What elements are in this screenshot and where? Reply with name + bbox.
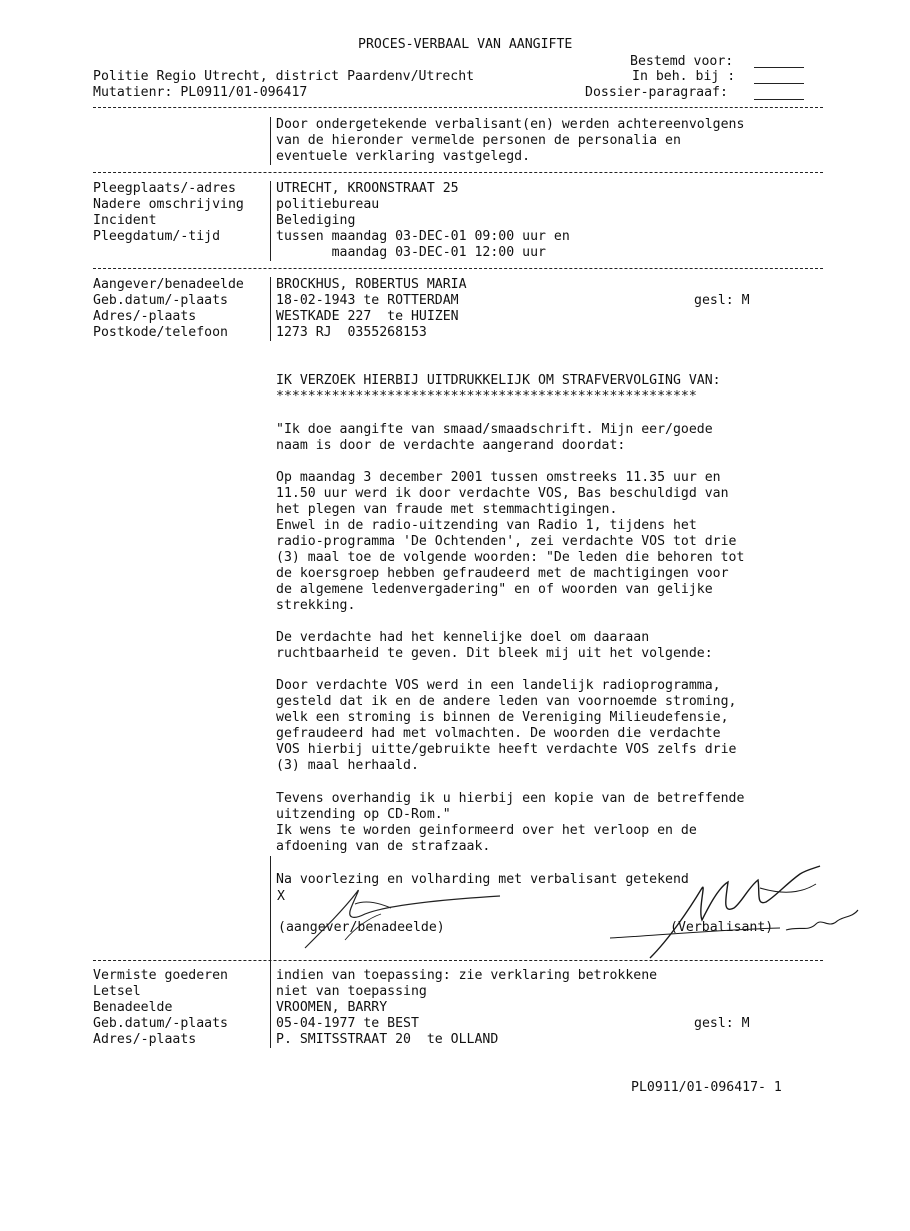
aangever-signature [295,878,525,958]
x-mark: X [277,889,285,904]
label-benadeelde: Benadeelde [93,1000,173,1015]
divider [93,107,823,108]
intro-line-2: van de hieronder vermelde personen de personalia en [276,133,681,148]
value-aangever-postkode: 1273 RJ 0355268153 [276,325,427,340]
label-vermiste-goederen: Vermiste goederen [93,968,228,983]
column-rule [270,117,271,165]
value-vermiste-goederen: indien van toepassing: zie verklaring betrokkene [276,968,658,983]
aangever-signature-label: (aangever/benadeelde) [278,920,445,935]
value-benadeelde: VROOMEN, BARRY [276,1000,388,1015]
strafvervolging-request: IK VERZOEK HIERBIJ UITDRUKKELIJK OM STRAFVERVOLGING VAN: [276,373,721,388]
label-postkode: Postkode/telefoon [93,325,228,340]
in-behandeling-label: In beh. bij : [632,69,736,84]
value-benadeelde-adres: P. SMITSSTRAAT 20 te OLLAND [276,1032,499,1047]
label-aangever: Aangever/benadeelde [93,277,244,292]
verbalisant-signature [610,858,870,968]
value-pleegplaats: UTRECHT, KROONSTRAAT 25 [276,181,459,196]
asterisk-rule: ***************************************************** [276,389,697,404]
column-rule [270,181,271,261]
page-title: PROCES-VERBAAL VAN AANGIFTE [358,37,573,52]
intro-line-1: Door ondergetekende verbalisant(en) werden achtereenvolgens [276,117,745,132]
voorlezing-line: Na voorlezing en volharding met verbalisant getekend [276,872,689,887]
label-pleegdatum: Pleegdatum/-tijd [93,229,221,244]
label-adres-benadeelde: Adres/-plaats [93,1032,197,1047]
label-adres: Adres/-plaats [93,309,197,324]
organisation-line: Politie Regio Utrecht, district Paardenv/Utrecht [93,69,475,84]
column-rule [270,277,271,341]
value-aangever-adres: WESTKADE 227 te HUIZEN [276,309,459,324]
aangever-gender: gesl: M [694,293,750,308]
divider [93,268,823,269]
benadeelde-gender: gesl: M [694,1016,750,1031]
label-letsel: Letsel [93,984,141,999]
column-rule [270,968,271,1048]
label-nadere-omschrijving: Nadere omschrijving [93,197,244,212]
value-pleegdatum-1: tussen maandag 03-DEC-01 09:00 uur en [276,229,570,244]
label-geb-datum-benadeelde: Geb.datum/-plaats [93,1016,228,1031]
column-rule [270,856,271,968]
value-pleegdatum-2: maandag 03-DEC-01 12:00 uur [276,245,546,260]
mutatie-number: Mutatienr: PL0911/01-096417 [93,85,308,100]
statement-paragraph-5: Tevens overhandig ik u hierbij een kopie van de betreffende uitzending op CD-Rom." Ik wens te worden geinformeerd over het verloop en de afdoening van de strafzaak. [276,791,745,854]
value-nadere-omschrijving: politiebureau [276,197,380,212]
verbalisant-signature-label: (Verbalisant) [670,920,774,935]
label-pleegplaats: Pleegplaats/-adres [93,181,236,196]
statement-paragraph-4: Door verdachte VOS werd in een landelijk radioprogramma, gesteld dat ik en de andere leden van voornoemde stroming, welk een stroming is binnen de Vereniging Milieudefensie, gefraudeerd had met volmachten. De woorden die verdachte VOS hierbij uitte/gebruikte heeft verdachte VOS zelfs drie (3) maal herhaald. [276,678,737,773]
divider [93,172,823,173]
value-benadeelde-geb: 05-04-1977 te BEST [276,1016,419,1031]
label-geb-datum: Geb.datum/-plaats [93,293,228,308]
dossier-paragraaf-label: Dossier-paragraaf: [585,85,728,100]
in-behandeling-blank [754,83,804,84]
value-aangever-geb: 18-02-1943 te ROTTERDAM [276,293,459,308]
intro-line-3: eventuele verklaring vastgelegd. [276,149,531,164]
statement-paragraph-2: Op maandag 3 december 2001 tussen omstreeks 11.35 uur en 11.50 uur werd ik door verdachte VOS, Bas beschuldigd van het plegen van fraude met stemmachtigingen. Enwel in de radio-uitzending van Radio 1, tijdens het radio-programma 'De Ochtenden', zei verdachte VOS tot drie (3) maal toe de volgende woorden: "De leden die behoren tot de koersgroep hebben gefraudeerd met de machtigingen voor de algemene ledenvergadering" en of woorden van gelijke strekking. [276,470,745,613]
value-aangever-name: BROCKHUS, ROBERTUS MARIA [276,277,467,292]
divider [93,960,823,961]
page-reference: PL0911/01-096417- 1 [631,1080,782,1095]
dossier-blank [754,99,804,100]
statement-paragraph-3: De verdachte had het kennelijke doel om daaraan ruchtbaarheid te geven. Dit bleek mij uit het volgende: [276,630,713,661]
bestemd-voor-label: Bestemd voor: [630,54,734,69]
label-incident: Incident [93,213,157,228]
bestemd-voor-blank [754,67,804,68]
statement-paragraph-1: "Ik doe aangifte van smaad/smaadschrift. Mijn eer/goede naam is door de verdachte aangerand doordat: [276,422,713,453]
value-incident: Belediging [276,213,356,228]
value-letsel: niet van toepassing [276,984,427,999]
